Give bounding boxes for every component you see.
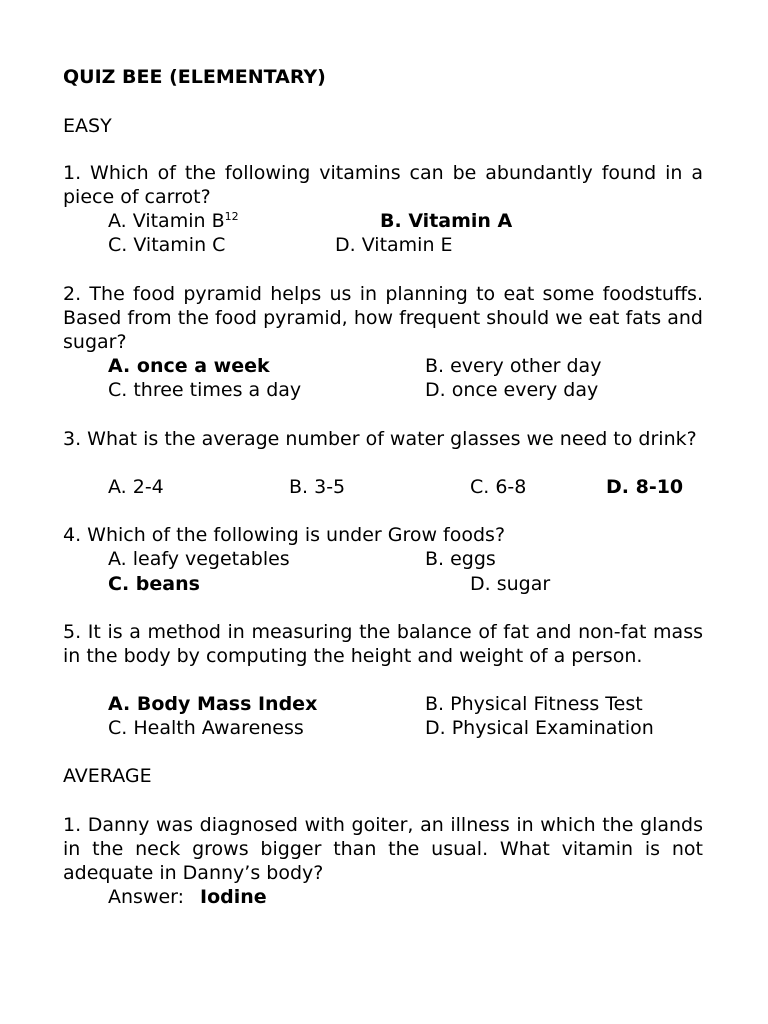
choice-a-superscript: 12 xyxy=(224,210,239,223)
question-text: 1. Which of the following vitamins can be abundantly found in a piece of carrot? xyxy=(63,162,703,208)
choice-c: C. Vitamin C xyxy=(108,234,226,256)
choice-d: D. Vitamin E xyxy=(335,234,453,256)
question-text: 3. What is the average number of water glasses we need to drink? xyxy=(63,428,697,450)
choice-b: B. 3-5 xyxy=(289,476,346,498)
question-text: 2. The food pyramid helps us in planning to eat some foodstuffs. Based from the food pyramid, how frequent should we eat fats and sugar? xyxy=(63,283,703,353)
question-text: 1. Danny was diagnosed with goiter, an illness in which the glands in the neck grows bigger than the usual. What vitamin is not adequate in Danny’s body? xyxy=(63,814,703,884)
choice-a-correct: A. Body Mass Index xyxy=(108,693,318,715)
choice-c: C. three times a day xyxy=(108,379,302,401)
question-text: 5. It is a method in measuring the balance of fat and non-fat mass in the body by computing the height and weight of a person. xyxy=(63,621,703,667)
choice-d: D. Physical Examination xyxy=(425,717,654,739)
choice-a-correct: A. once a week xyxy=(108,355,270,377)
choice-b: B. every other day xyxy=(425,355,602,377)
answer-label: Answer: xyxy=(108,886,185,908)
choice-c: C. Health Awareness xyxy=(108,717,304,739)
choice-a xyxy=(108,209,239,233)
choice-d-correct: D. 8-10 xyxy=(606,476,684,498)
answer-value: Iodine xyxy=(200,886,267,908)
choice-b-correct: B. Vitamin A xyxy=(380,210,513,232)
choice-d: D. sugar xyxy=(470,573,551,595)
choice-a-label: A. Vitamin B xyxy=(108,210,225,232)
choice-d: D. once every day xyxy=(425,379,599,401)
choice-b: B. Physical Fitness Test xyxy=(425,693,643,715)
question-text: 4. Which of the following is under Grow foods? xyxy=(63,524,506,546)
choice-b: B. eggs xyxy=(425,548,496,570)
choice-a: A. 2-4 xyxy=(108,476,164,498)
choice-a: A. leafy vegetables xyxy=(108,548,290,570)
section-heading-average: AVERAGE xyxy=(63,765,152,787)
document-title: QUIZ BEE (ELEMENTARY) xyxy=(63,66,326,88)
section-heading-easy: EASY xyxy=(63,115,112,137)
choice-c-correct: C. beans xyxy=(108,573,200,595)
choice-c: C. 6-8 xyxy=(470,476,527,498)
